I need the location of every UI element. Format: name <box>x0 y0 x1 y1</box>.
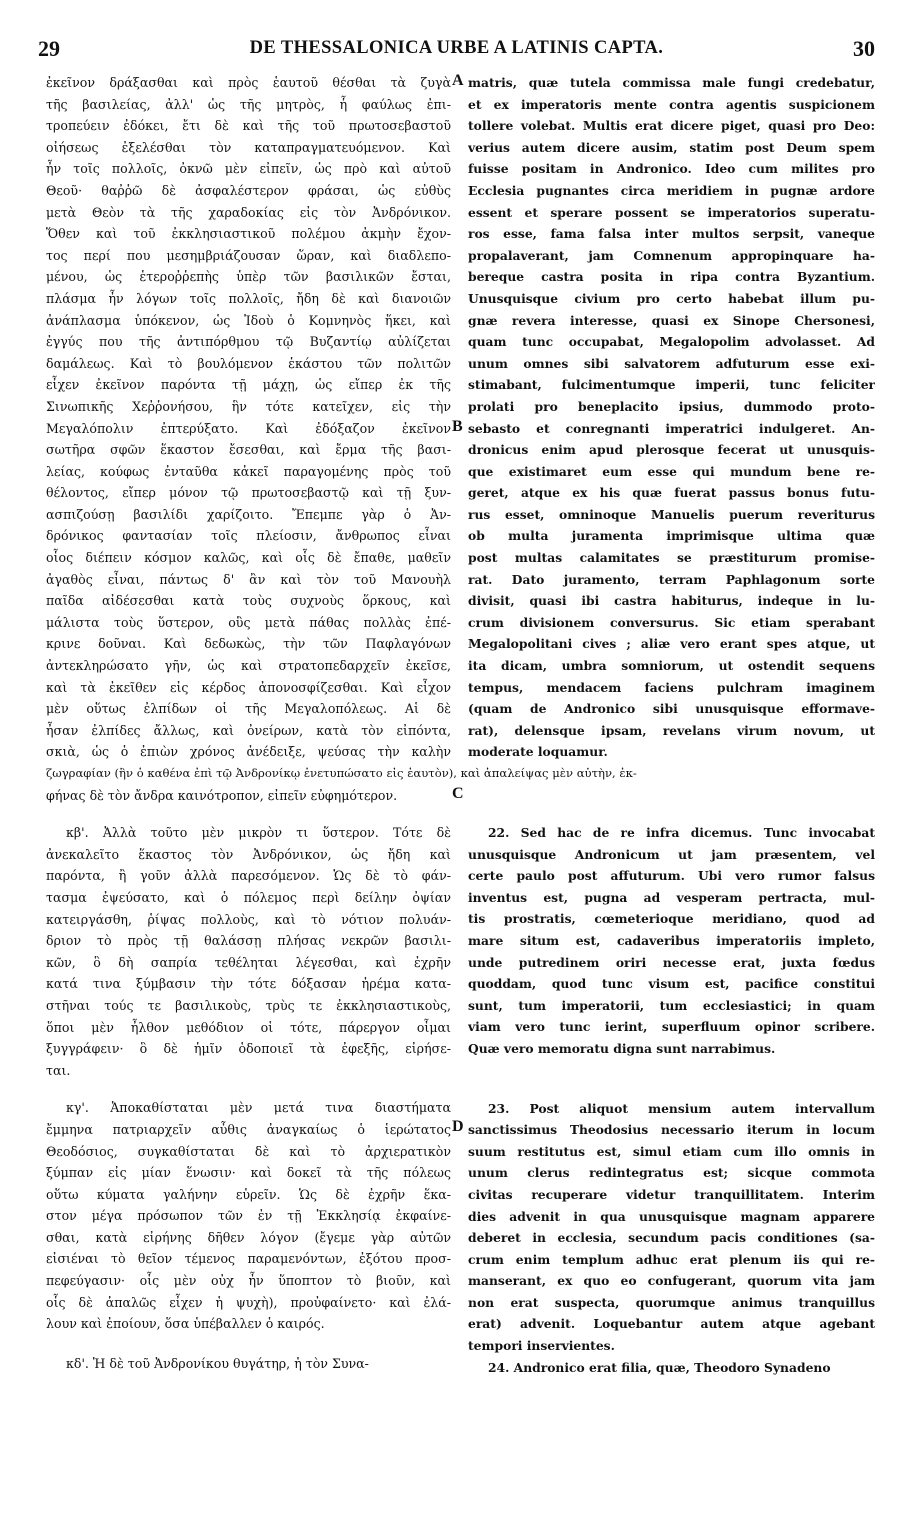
latin-line: moderate loquamur. <box>468 744 608 760</box>
latin-line: certe paulo post affuturum. Ubi vero rumor falsus <box>468 868 875 884</box>
greek-line: τροπεύειν ἐδόκει, ἔτι δὲ καὶ τῆς τοῦ πρωτοσεβαστοῦ <box>46 118 451 134</box>
latin-line: suum restitutus est, simul etiam cum illo omnis in <box>468 1143 875 1159</box>
greek-line: κατειργάσθη, ῥίψας πολλοὺς, καὶ τὸ νότιον πολυάν- <box>46 911 451 927</box>
greek-line: δρόνικος φαντασίαν τοῖς πλείοσιν, ἄνθρωπος εἶναι <box>46 528 451 544</box>
greek-line: δαμάλεως. Καὶ τὸ βουλόμενον ἑκάστου τῶν πολιτῶν <box>46 355 451 371</box>
latin-line: gnæ revera interesse, quasi ex Sinope Chersonesi, <box>468 312 875 328</box>
greek-line: τῆς βασιλείας, ἀλλ' ὡς τῆς μητρὸς, ἧ φαύλως ἐπι- <box>46 96 451 112</box>
greek-line: ἀνεκαλεῖτο ἕκαστος τὸν Ἀνδρόνικον, ὡς ἤδη καὶ <box>46 846 451 862</box>
latin-paragraph-22: 22. Sed hac de re infra dicemus. Tunc invocabat <box>488 825 875 840</box>
greek-line: Θεοδόσιος, συγκαθίσταται δὲ καὶ τὸ ἀρχιερατικὸν <box>46 1143 451 1159</box>
latin-line: unde putredinem oriri necesse erat, juxta fœdus <box>468 954 875 970</box>
latin-line: Quæ vero memoratu digna sunt narrabimus. <box>468 1040 776 1056</box>
latin-line: rat. Dato juramento, terram Paphlagonum sorte <box>468 571 875 587</box>
latin-line: sebasto et conregnanti imperatrici indulgeret. An- <box>468 420 875 436</box>
greek-line: ασπιζούσῃ βασιλίδι χαρίζοιτο. Ἔπεμπε γὰρ ὁ Ἀν- <box>46 506 451 522</box>
greek-line: ἔμμηνα πατριαρχεῖν αὖθις ἀναγκαίως ὁ ἱερώτατος <box>46 1121 451 1137</box>
latin-line: rus esset, omninoque Manuelis puerum reveriturus <box>468 506 875 522</box>
greek-line: καὶ τὰ ἐκεῖθεν εἰς κέρδος ἀπονοσφίζεσθαι. Καὶ εἶχον <box>46 679 451 695</box>
latin-line: divisit, quasi ibi castra habiturus, indeque in lu- <box>468 593 875 609</box>
greek-line: σκιὰ, ὡς ὁ ἐπιὼν χρόνος ἀνέδειξε, ψεύσας τὴν καλὴν <box>46 744 451 760</box>
latin-paragraph-24: 24. Andronico erat filia, quæ, Theodoro Synadeno <box>488 1359 831 1375</box>
latin-line: fuisse positam in Andronico. Ideo cum milites pro <box>468 161 875 177</box>
latin-line: dies advenit in qua unusquisque magnam apparere <box>468 1208 875 1224</box>
greek-line: Ὅθεν καὶ τοῦ ἐκκλησιαστικοῦ πολέμου ἀκμὴν ἔχον- <box>46 226 451 242</box>
section-marker-a: A <box>452 72 464 89</box>
latin-line: prolati pro beneplacito ipsius, dummodo proto- <box>468 398 875 414</box>
latin-line: crum divisionem conversurus. Sic etiam sperabant <box>468 614 875 630</box>
greek-line: ξύμπαν εἰς μίαν ἕνωσιν· καὶ δοκεῖ τὰ τῆς πόλεως <box>46 1165 451 1181</box>
greek-line: κρινε δοῦναι. Καὶ δεδωκὼς, τὴν τῶν Παφλαγόνων <box>46 636 451 652</box>
greek-line: στον μέγα πρόσωπον τῶν ἐν τῇ Ἐκκλησίᾳ ἐκφαίνε- <box>46 1208 451 1224</box>
greek-line: θέλοντος, εἴπερ μόνον τῷ πρωτοσεβαστῷ καὶ τῇ ξυν- <box>46 485 451 501</box>
latin-line: ob multa juramenta imprimisque ultima quæ <box>468 528 875 544</box>
greek-line: εἶχεν ἐκεῖνον παρόντα τῇ μάχῃ, ὡς εἴπερ ἐκ τῆς <box>46 377 451 393</box>
latin-line: et ex imperatoris mente contra agentis suspicionem <box>468 96 875 112</box>
greek-line: ἐγγύς που τῆς ἀντιπόρθμου τῷ Βυζαντίῳ αὐλίζεται <box>46 334 451 350</box>
latin-line: matris, quæ tutela commissa male fungi credebatur, <box>468 75 875 90</box>
latin-text-column <box>468 72 875 1378</box>
greek-line: οὕτω κύματα γαλήνην εὑρεῖν. Ὡς δὲ ἐχρῆν ἕκα- <box>46 1186 451 1202</box>
latin-line: verius autem dicere ausim, statim post Deum spem <box>468 139 875 155</box>
latin-line: sanctissimus Theodosius necessario iterum in locum <box>468 1122 875 1138</box>
latin-line: manserant, ex quo eo confugerant, quorum vita jam <box>468 1273 875 1289</box>
latin-line: unusquisque Andronicum ut jam præsentem, vel <box>468 846 875 862</box>
latin-line: tempori inservientes. <box>468 1338 615 1354</box>
greek-line: εἰσιέναι τὸ θεῖον τέμενος παραμενόντων, ἐξότου προσ- <box>46 1251 451 1267</box>
greek-line: Θεοῦ· θαῤῥῶ δὲ ἀσφαλέστερον φράσαι, ὡς εὐθὺς <box>46 182 451 198</box>
greek-line: ἀνάπλασμα ὑπόκενον, ὡς Ἰδοὺ ὁ Κομνηνὸς ἥκει, καὶ <box>46 312 451 328</box>
latin-paragraph-23: 23. Post aliquot mensium autem intervallum <box>488 1100 875 1116</box>
greek-line: τασμα ἐψεύσατο, καὶ ὁ πόλεμος περὶ δείλην ὀψίαν <box>46 889 451 905</box>
greek-line: ξυγγράφειν· ὃ δὲ ἡμῖν ὁδοποιεῖ τὰ ἐφεξῆς, εἰρήσε- <box>46 1041 451 1057</box>
latin-line: mare situm est, cadaveribus imperatoriis impleto, <box>468 932 875 948</box>
greek-line: ἐκεῖνον δράξασθαι καὶ πρὸς ἑαυτοῦ θέσθαι τὰ ζυγὰ <box>46 75 451 90</box>
greek-line: ζωγραφίαν (ἣν ὁ καθένα ἐπὶ τῷ Ἀνδρονίκῳ ἐνετυπώσατο εἰς ἑαυτὸν), καὶ ἀπαλείψας μὲν αὐτὴν, ἐκ- <box>46 766 637 780</box>
greek-line: ἦν τοῖς πολλοῖς, ὀκνῶ μὲν εἰπεῖν, ὡς πρὸ καὶ αὐτοῦ <box>46 161 451 177</box>
latin-line: (quam de Andronico sibi unusquisque efformave- <box>468 701 875 717</box>
greek-line: μὲν οὕτως ἐλπίδων οἱ τῆς Μεγαλοπόλεως. Αἱ δὲ <box>46 701 451 717</box>
latin-line: crum enim templum adhuc erat plenum iis qui re- <box>468 1251 875 1267</box>
greek-line: μετὰ Θεὸν τὰ τῆς χαραδοκίας εἰς τὸν Ἀνδρόνικον. <box>46 204 451 220</box>
latin-line: deberet in ecclesia, secundum pacis conditiones (sa- <box>468 1230 875 1246</box>
greek-line: μάλιστα τοὺς ὕστερον, οὓς μετὰ πάθας πολλὰς ἐπέ- <box>46 614 451 630</box>
greek-line: παρόντα, ἢ γοῦν ἀλλὰ παρεσόμενον. Ὡς δὲ τὸ φάν- <box>46 868 451 884</box>
running-title: DE THESSALONICA URBE A LATINIS CAPTA. <box>249 38 664 58</box>
left-page-number: 29 <box>38 36 60 61</box>
greek-line: οἷος διέπειν κόσμον καλῶς, καὶ οἷς δὲ ἔπαθε, μαθεῖν <box>46 550 451 566</box>
greek-line: Σινωπικῆς Χεῤῥονήσου, ἣν τότε κατεῖχεν, εἰς τὴν <box>46 398 451 414</box>
greek-paragraph-24: κδ'. Ἡ δὲ τοῦ Ἀνδρονίκου θυγάτηρ, ἡ τὸν Συνα- <box>66 1355 369 1371</box>
right-page-number: 30 <box>853 36 875 61</box>
latin-line: erat) advenit. Loquebantur autem atque agebant <box>468 1316 875 1332</box>
latin-line: tempus, mendacem faciens pulchram imaginem <box>468 679 875 695</box>
section-marker-b: B <box>452 418 463 435</box>
latin-line: post multas calamitates se præstiturum promise- <box>468 550 875 566</box>
greek-line: ται. <box>46 1062 71 1078</box>
greek-line: στῆναι τούς τε βασιλικοὺς, τρὺς τε ἐκκλησιαστικοὺς, <box>46 997 451 1013</box>
running-header <box>38 36 875 66</box>
section-marker-c: C <box>452 785 464 802</box>
greek-line: δριον τὸ πρὸς τῇ θαλάσσῃ πλήσας νεκρῶν βασιλι- <box>46 933 451 949</box>
greek-line: πλάσμα ἦν λόγων τοῖς πολλοῖς, ἤδη δὲ καὶ διανοιῶν <box>46 290 451 306</box>
latin-line: Ecclesia pugnantes circa meridiem in pugnæ ardore <box>468 182 875 198</box>
greek-line: μένου, ὡς ἑτεροῤῥεπὴς ὑπὲρ τῶν βασιλικῶν ἔσται, <box>46 269 451 285</box>
latin-line: bereque castra posita in ripa contra Byzantium. <box>468 269 875 285</box>
latin-line: tollere volebat. Multis erat dicere piget, quasi pro Deo: <box>468 118 875 134</box>
latin-line: stimabant, fulcimentumque imperii, tunc feliciter <box>468 377 875 393</box>
latin-line: ita dicam, umbra somniorum, ut ostendit sequens <box>468 658 875 674</box>
section-marker-d: D <box>452 1118 464 1135</box>
latin-line: quoddam, quod tunc visum est, pacifice constitui <box>468 976 875 992</box>
latin-line: propalaverant, jam Comnenum appropinquare ha- <box>468 247 875 263</box>
latin-line: tis prostratis, cœmeterioque meridiano, quod ad <box>468 911 875 927</box>
greek-line: πεφεύγασιν· οἷς μὲν οὐχ ἦν ὕποπτον τὸ βιοῦν, καὶ <box>46 1273 451 1289</box>
greek-line: κῶν, ὃ δὴ σαπρία τεθέληται λέγεσθαι, καὶ ἐχρῆν <box>46 954 451 970</box>
greek-line: τος περί που μεσημβριάζουσαν ὥραν, καὶ διαδλεπο- <box>46 247 451 263</box>
greek-line: ὅποι μὲν ἦλθον μεθόδιον οἱ τότε, πάρεργον οἶμαι <box>46 1019 451 1035</box>
greek-paragraph-23: κγ'. Ἀποκαθίσταται μὲν μετά τινα διαστήματα <box>66 1100 451 1116</box>
latin-line: ros esse, fama falsa inter multos serpsit, vaneque <box>468 226 875 242</box>
latin-line: unum omnes sibi salvatorem adfuturum esse exi- <box>468 355 875 371</box>
greek-line: σθαι, κατὰ εἰρήνης δῆθεν λόγον (ἔγεμε γὰρ αὐτῶν <box>46 1229 451 1245</box>
greek-line: παῖδα αἰδέσεσθαι κατὰ τοὺς συχνοὺς ὅρκους, καὶ <box>46 593 451 609</box>
greek-line: ἀντεκληρώσατο γῆν, ὡς καὶ στρατοπεδαρχεῖν ἐκεῖσε, <box>46 658 451 674</box>
greek-line: οἷς δὲ ἀπαλῶς εἶχεν ἡ ψυχὴ), προὐφαίνετο· καὶ ἐλά- <box>46 1294 451 1310</box>
greek-line: φήνας δὲ τὸν ἄνδρα καινότροπον, εἰπεῖν εὐφημότερον. <box>46 787 398 803</box>
greek-paragraph-22: κβ'. Ἀλλὰ τοῦτο μὲν μικρὸν τι ὕστερον. Τότε δὲ <box>66 825 451 841</box>
greek-line: σωτῆρα σφῶν ἕκαστον ἔσεσθαι, καὶ ἔρμα τῆς βασι- <box>46 442 451 458</box>
latin-line: viam vero tunc ierint, superfluum opinor scribere. <box>468 1019 875 1035</box>
latin-line: geret, atque ex his quæ fuerat passus bonus futu- <box>468 485 875 501</box>
greek-line: ἦσαν ἐλπίδες ἄλλως, καὶ ὀνείρων, κατὰ τὸν εἰπόντα, <box>46 722 451 738</box>
greek-line: κατά τινα ξύμβασιν τὴν τότε δόξασαν ἠρέμα κατα- <box>46 976 451 992</box>
greek-line: λουν καὶ ἐποίουν, ὅσα ὑπέβαλλεν ὁ καιρός. <box>46 1316 325 1332</box>
latin-line: inventus est, pugna ad vesperam pertracta, mul- <box>468 889 875 905</box>
latin-line: Megalopolitani cives ; aliæ vero erant spes atque, ut <box>468 636 875 652</box>
latin-line: civitas recuperare videtur tranquillitatem. Interim <box>468 1186 875 1202</box>
latin-line: quam tunc occupabat, Megalopolim advolasset. Ad <box>468 334 875 350</box>
latin-line: non erat suspecta, quorumque animus tranquillus <box>468 1294 875 1310</box>
greek-line: ἀγαθὸς εἶναι, πάντως δ' ἂν καὶ τὸν τοῦ Μανουὴλ <box>46 571 451 587</box>
latin-line: que existimaret eum esse qui mundum bene re- <box>468 463 875 479</box>
latin-line: essent et sperare possent se imperatorios superatu- <box>468 204 875 220</box>
greek-line: λείας, κούφως ἐνταῦθα κἀκεῖ παραγομένης πρὸς τοῦ <box>46 463 451 479</box>
latin-line: rat), delensque ipsam, revelans virum novum, ut <box>468 722 875 738</box>
latin-line: dronicus enim apud plerosque fecerat ut unusquis- <box>468 442 875 458</box>
latin-line: sunt, tum imperatorii, tum ecclesiastici; in quam <box>468 997 875 1013</box>
latin-line: unum clerus redintegratus est; sicque commota <box>468 1165 875 1181</box>
greek-line: Μεγαλόπολιν ἐπτερύξατο. Καὶ ἐδόξαζον ἐκεῖνον <box>46 420 451 436</box>
latin-line: Unusquisque civium pro certo habebat illum pu- <box>468 290 875 306</box>
greek-line: οἰήσεως ἐξελέσθαι τὸν καταπραγματευόμενον. Καὶ <box>46 139 451 155</box>
